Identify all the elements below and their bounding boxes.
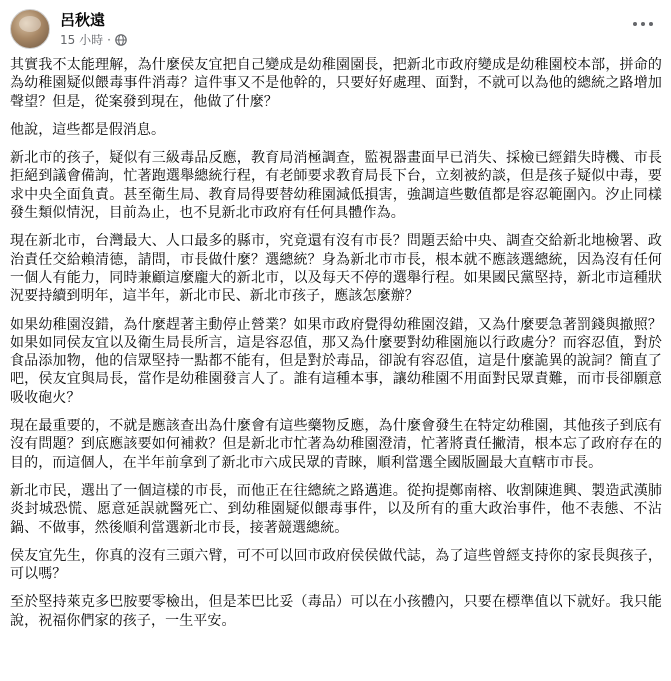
post-body [10,56,662,640]
author-avatar[interactable] [10,9,50,49]
post-paragraph: 如果幼稚園沒錯，為什麼趕著主動停止營業？如果市政府覺得幼稚園沒錯，又為什麼要急著罰錢與撤照？如果如同侯友宜以及衛生局長所言，這是容忍值，那又為什麼要對幼稚園施以行政處分？而容忍值，對於食品添加物，他的信眾堅持一點都不能有，但是對於毒品，卻說有容忍值，這是什麼詭異的說詞？簡直了吧，侯友宜與局長，當作是幼稚園發言人了。誰有這種本事，讓幼稚園不用面對民眾責難，而市長卻願意吸收砲火？ [10,316,662,406]
globe-icon[interactable] [115,34,127,46]
post-paragraph: 新北市的孩子，疑似有三級毒品反應，教育局消極調查，監視器畫面早已消失、採檢已經錯失時機、市長拒絕到議會備詢，忙著跑選舉總統行程，有老師要求教育局長下台，立刻被約談，但是孩子疑似中毒，要求中央全面負責。甚至衛生局、教育局得要替幼稚園減低損害，強調這些數值都是容忍範圍內。汐止同樣發生類似情況，目前為止，也不見新北市政府有任何具體作為。 [10,150,662,222]
post-paragraph: 現在新北市，台灣最大、人口最多的縣市，究竟還有沒有市長？問題丟給中央、調查交給新北地檢署、政治責任交給賴清德，請問，市長做什麼？選總統？身為新北市市長，根本就不應該選總統，因為沒有任何一個人有能力，同時兼顧這麼龐大的新北市，以及每天不停的選舉行程。如果國民黨堅持，新北市這種狀況要持續到明年，這半年，新北市民、新北市孩子，應該怎麼辦？ [10,233,662,305]
author-name[interactable]: 呂秋遠 [60,10,106,29]
post-paragraph: 侯友宜先生，你真的沒有三頭六臂，可不可以回市政府侯侯做代誌，為了這些曾經支持你的家長與孩子，可以嗎？ [10,547,662,583]
post-paragraph: 現在最重要的，不就是應該查出為什麼會有這些藥物反應，為什麼會發生在特定幼稚園，其他孩子到底有沒有問題？到底應該要如何補救？但是新北市忙著為幼稚園澄清，忙著將責任撇清，根本忘了政府存在的目的，而這個人，在半年前拿到了新北市六成民眾的青睞，順利當選全國版圖最大直轄市市長。 [10,418,662,471]
more-options-icon[interactable] [629,14,657,34]
post-meta [60,11,127,48]
separator-dot: · [107,32,111,47]
post-paragraph: 他說，這些都是假消息。 [10,121,166,138]
post-paragraph: 新北市民，選出了一個這樣的市長，而他正在往總統之路邁進。從拘提鄭南榕、收割陳進興、製造武漢肺炎封城恐慌、愿意延誤就醫死亡、到幼稚園疑似餵毒事件，以及所有的重大政治事件，他不表態、不沾鍋、不做事，然後順利當選新北市長，接著競選總統。 [10,482,662,536]
post-paragraph: 至於堅持萊克多巴胺要零檢出，但是苯巴比妥（毒品）可以在小孩體內，只要在標準值以下就好。我只能說，祝福你們家的孩子，一生平安。 [10,594,662,629]
post-header [10,8,127,50]
post-paragraph: 其實我不太能理解，為什麼侯友宜把自己變成是幼稚園園長，把新北市政府變成是幼稚園校本部，拼命的為幼稚園疑似餵毒事件消毒？這件事又不是他幹的，只要好好處理、面對，不就可以為他的總統之路增加聲望？但是，從案發到現在，他做了什麼？ [10,57,662,110]
post-timestamp[interactable]: 15 小時 [60,32,104,47]
post-subline [60,32,127,48]
